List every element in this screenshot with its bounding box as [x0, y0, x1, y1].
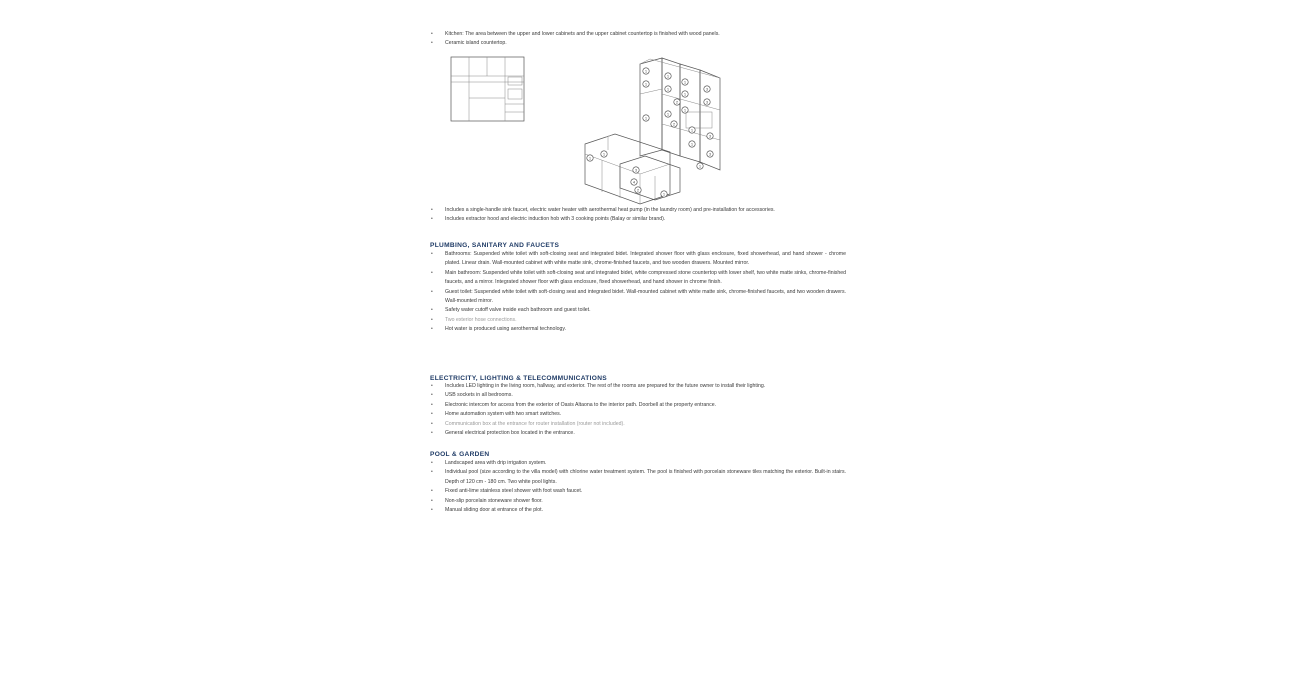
callout-label: 1	[699, 164, 701, 169]
list-item: • Communication box at the entrance for router installation (router not included).	[430, 420, 846, 429]
list-item: • Non-slip porcelain stoneware shower floor.	[430, 497, 846, 506]
section-heading: ELECTRICITY, LIGHTING & TELECOMMUNICATIONS	[430, 375, 607, 382]
list-item: • Landscaped area with drip irrigation system.	[430, 459, 846, 468]
callout-label: 1	[691, 142, 693, 147]
kitchen-isometric	[585, 58, 720, 204]
callout-label: 1	[684, 92, 686, 97]
callout-label: 3	[706, 87, 708, 92]
list-item: • Includes extractor hood and electric induction hob with 3 cooking points (Balay or similar brand).	[430, 215, 846, 224]
callout-label: 2	[637, 188, 639, 193]
list-item: • Manual sliding door at entrance of the plot.	[430, 506, 846, 515]
callout-label: 1	[589, 156, 591, 161]
plumbing-section	[430, 242, 846, 335]
callout-label: 1	[667, 87, 669, 92]
callout-label: 3	[635, 168, 637, 173]
pool-section	[430, 451, 846, 515]
list-item: • Home automation system with two smart switches.	[430, 410, 846, 419]
kitchen-elevation	[451, 57, 524, 121]
callout-label: 1	[645, 69, 647, 74]
list-item: • Bathrooms: Suspended white toilet with soft-closing seat and integrated bidet. Integrated shower floor with glass enclosure, fixed showerhead, and hand shower - chrome plated. Linear drain. Wall-mounted cabinet with white matte sink, chrome-finished faucets, and two wooden drawers. Mounted mirror.	[430, 250, 846, 269]
callout-label: 3	[709, 134, 711, 139]
section-heading: PLUMBING, SANITARY AND FAUCETS	[430, 242, 560, 249]
callout-label: 1	[603, 152, 605, 157]
list-item: • Main bathroom: Suspended white toilet with soft-closing seat and integrated bidet, white compressed stone countertop with lower shelf, two white matte sinks, chrome-finished faucets, and a mirror. Integrated shower floor with glass enclosure, fixed showerhead, and hand shower in chrome finish.	[430, 269, 846, 288]
electricity-section	[430, 375, 846, 438]
kitchen-list-continued	[430, 206, 846, 225]
section-heading: POOL & GARDEN	[430, 451, 490, 458]
list-item: • General electrical protection box located in the entrance.	[430, 429, 846, 438]
callout-label: 1	[663, 192, 665, 197]
callout-label: 1	[684, 108, 686, 113]
callout-label: 1	[667, 112, 669, 117]
list-item: • Hot water is produced using aerothermal technology.	[430, 325, 846, 334]
callout-label: 4	[633, 180, 635, 185]
list-item: • Includes a single-handle sink faucet, electric water heater with aerothermal heat pump (in the laundry room) and pre-installation for accessories.	[430, 206, 846, 215]
callout-label: 2	[676, 100, 678, 105]
callout-label: 1	[667, 74, 669, 79]
callout-label: 1	[645, 116, 647, 121]
list-item: • USB sockets in all bedrooms.	[430, 391, 846, 400]
list-item: • Includes LED lighting in the living room, hallway, and exterior. The rest of the rooms are prepared for the future owner to install their lighting.	[430, 382, 846, 391]
callout-label: 1	[691, 128, 693, 133]
list-item: • Guest toilet: Suspended white toilet with soft-closing seat and integrated bidet. Wall-mounted cabinet with white matte sink, chrome-finished faucets, and two wooden drawers. Wall-mounted mirror.	[430, 288, 846, 307]
list-item: • Two exterior hose connections.	[430, 316, 846, 325]
list-item: • Kitchen: The area between the upper and lower cabinets and the upper cabinet countertop is finished with wood panels.	[430, 30, 846, 39]
callout-label: 1	[684, 80, 686, 85]
list-item: • Fixed anti-lime stainless steel shower with foot wash faucet.	[430, 487, 846, 496]
callout-markers	[587, 68, 713, 197]
list-item: • Individual pool (size according to the villa model) with chlorine water treatment system. The pool is finished with porcelain stoneware tiles matching the exterior. Built-in stairs. Depth of 120 cm - 180 cm. Two white pool lights.	[430, 468, 846, 487]
kitchen-list	[430, 30, 846, 49]
list-item: • Ceramic island countertop.	[430, 39, 846, 48]
list-item: • Electronic intercom for access from the exterior of Oasis Altaona to the interior path. Doorbell at the property entrance.	[430, 401, 846, 410]
list-item: • Safety water cutoff valve inside each bathroom and guest toilet.	[430, 306, 846, 315]
callout-label: 3	[709, 152, 711, 157]
callout-label: 3	[706, 100, 708, 105]
callout-label: 1	[645, 82, 647, 87]
callout-label: 2	[673, 122, 675, 127]
